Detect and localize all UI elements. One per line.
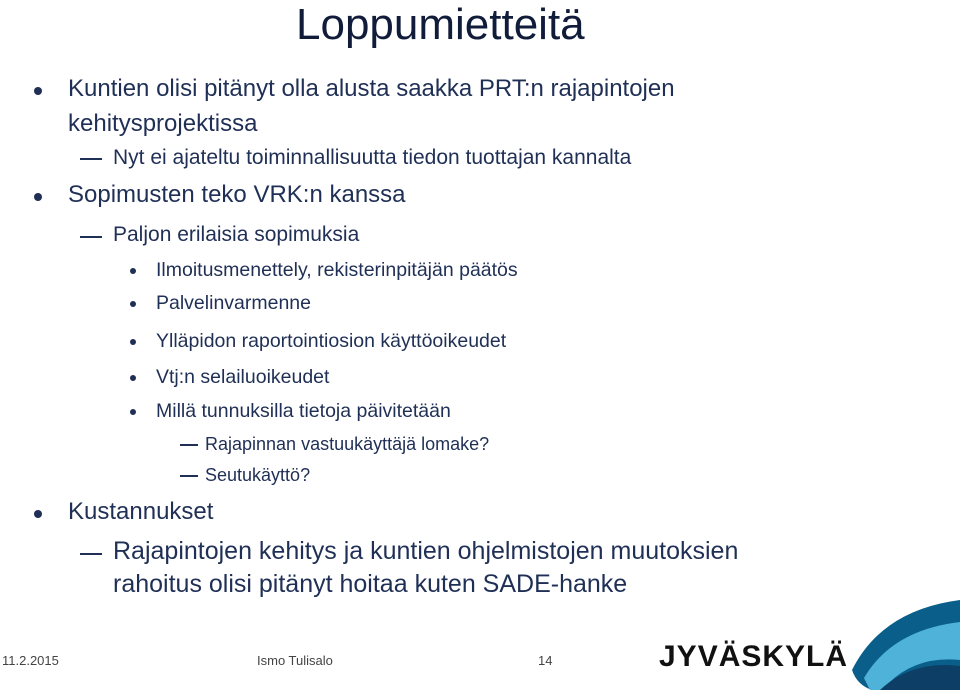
footer-page-number: 14	[538, 653, 553, 668]
page-title: Loppumietteitä	[296, 0, 585, 49]
dash-marker	[80, 158, 102, 160]
bullet-dot	[130, 409, 136, 415]
wave-logo-icon	[852, 600, 960, 690]
jyvaskyla-logo: JYVÄSKYLÄ	[659, 640, 849, 673]
bullet-3-sub-1-cont: rahoitus olisi pitänyt hoitaa kuten SADE-hanke	[113, 570, 628, 598]
bullet-1-text: Kuntien olisi pitänyt olla alusta saakka PRT:n rajapintojen	[68, 75, 675, 102]
bullet-dot	[130, 268, 136, 274]
list-item: Millä tunnuksilla tietoja päivitetään	[156, 400, 451, 422]
list-item: Vtj:n selailuoikeudet	[156, 366, 330, 388]
bullet-dot	[130, 301, 136, 307]
bullet-2-text: Sopimusten teko VRK:n kanssa	[68, 181, 406, 208]
dash-marker	[180, 475, 198, 477]
bullet-dot	[34, 87, 42, 95]
bullet-dot	[130, 339, 136, 345]
list-item-deep: Rajapinnan vastuukäyttäjä lomake?	[205, 434, 490, 454]
bullet-1-sub-1: Nyt ei ajateltu toiminnallisuutta tiedon tuottajan kannalta	[113, 146, 632, 169]
list-item-deep: Seutukäyttö?	[205, 465, 311, 485]
bullet-3-sub-1: Rajapintojen kehitys ja kuntien ohjelmistojen muutoksien	[113, 537, 739, 565]
bullet-dot	[130, 375, 136, 381]
footer-date: 11.2.2015	[2, 653, 59, 668]
bullet-1-text-cont: kehitysprojektissa	[68, 110, 258, 137]
bullet-2-sub-1: Paljon erilaisia sopimuksia	[113, 223, 360, 246]
list-item: Ilmoitusmenettely, rekisterinpitäjän päätös	[156, 259, 518, 281]
bullet-dot	[34, 193, 42, 201]
dash-marker	[180, 444, 198, 446]
dash-marker	[80, 236, 102, 238]
bullet-3-text: Kustannukset	[68, 498, 214, 525]
footer-author: Ismo Tulisalo	[257, 653, 333, 668]
list-item: Ylläpidon raportointiosion käyttöoikeudet	[156, 330, 507, 352]
bullet-dot	[34, 510, 42, 518]
list-item: Palvelinvarmenne	[156, 292, 312, 314]
dash-marker	[80, 553, 102, 555]
